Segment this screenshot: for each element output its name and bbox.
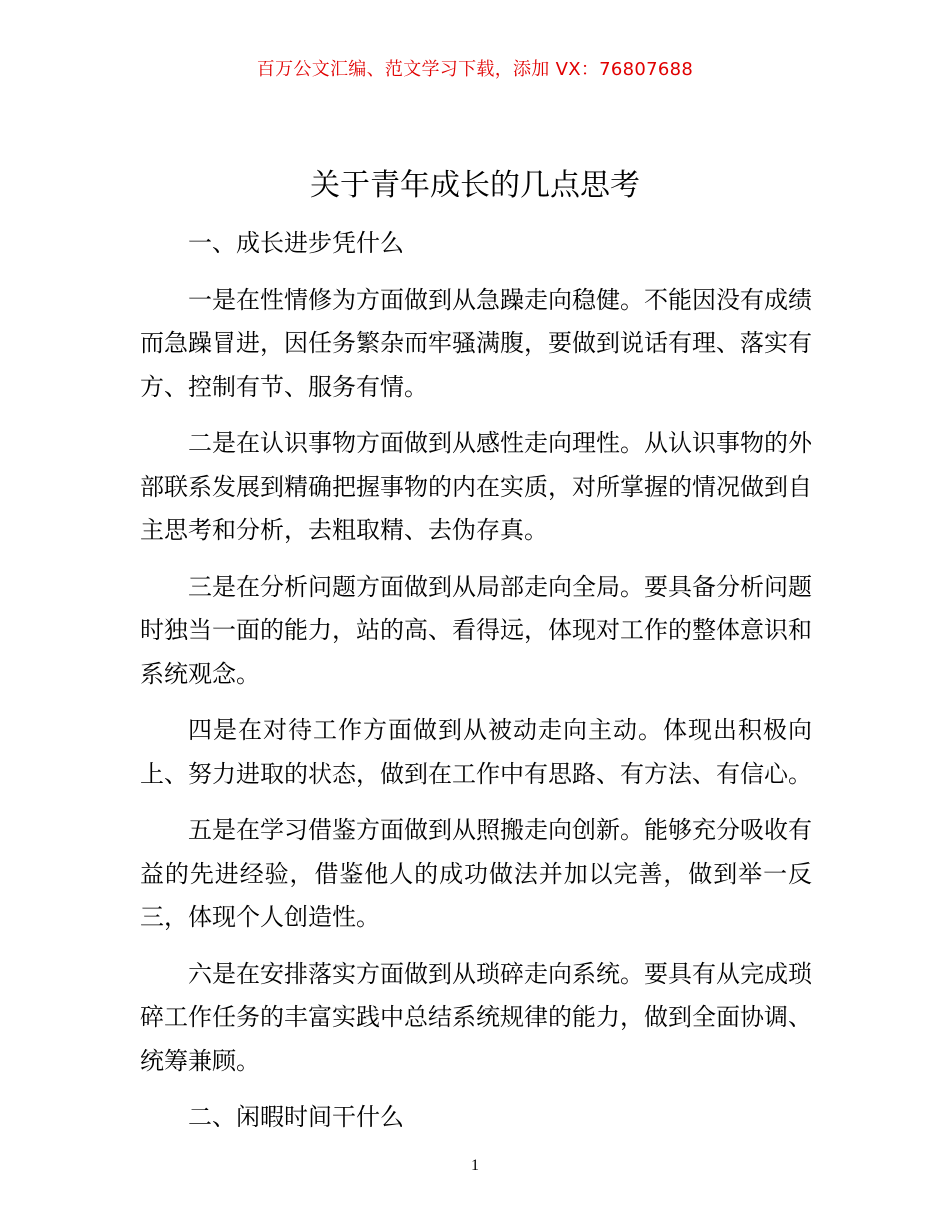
- document-body: [140, 222, 812, 1153]
- paragraph-3: 三是在分析问题方面做到从局部走向全局。要具备分析问题时独当一面的能力，站的高、看得远，体现对工作的整体意识和系统观念。: [140, 572, 812, 688]
- paragraph-4: 四是在对待工作方面做到从被动走向主动。体现出积极向上、努力进取的状态，做到在工作中有思路、有方法、有信心。: [140, 716, 812, 788]
- paragraph-2: 二是在认识事物方面做到从感性走向理性。从认识事物的外部联系发展到精确把握事物的内在实质，对所掌握的情况做到自主思考和分析，去粗取精、去伪存真。: [140, 429, 812, 544]
- header-banner: 百万公文汇编、范文学习下载，添加 VX：76807688: [256, 59, 694, 80]
- document-title: 关于青年成长的几点思考: [310, 168, 640, 203]
- page-number: 1: [471, 1157, 479, 1174]
- section-heading-2: 二、闲暇时间干什么: [188, 1103, 404, 1131]
- paragraph-5: 五是在学习借鉴方面做到从照搬走向创新。能够充分吸收有益的先进经验，借鉴他人的成功做法并加以完善，做到举一反三，体现个人创造性。: [140, 816, 812, 931]
- paragraph-6: 六是在安排落实方面做到从琐碎走向系统。要具有从完成琐碎工作任务的丰富实践中总结系统规律的能力，做到全面协调、统筹兼顾。: [140, 959, 812, 1075]
- paragraph-1: 一是在性情修为方面做到从急躁走向稳健。不能因没有成绩而急躁冒进，因任务繁杂而牢骚满腹，要做到说话有理、落实有方、控制有节、服务有情。: [140, 285, 812, 401]
- section-heading-1: 一、成长进步凭什么: [188, 229, 404, 257]
